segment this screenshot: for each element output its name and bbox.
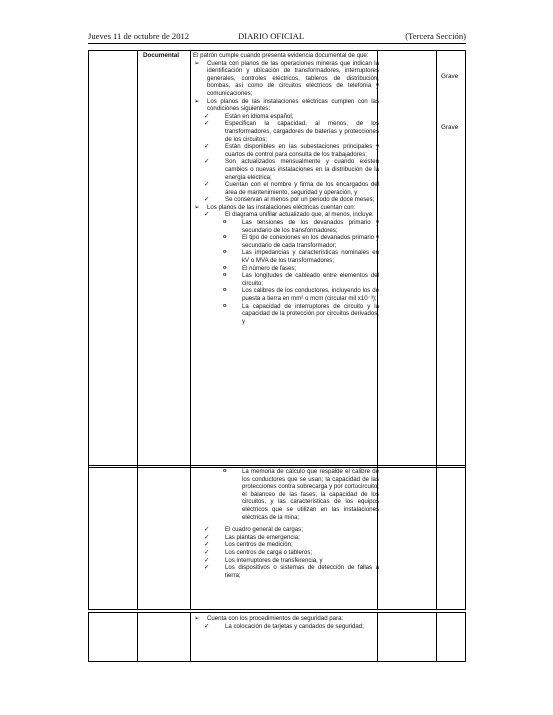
check-icon: ✓ xyxy=(204,211,210,219)
sub-item xyxy=(221,249,379,264)
sub-item-text: La capacidad de interruptores de circuito y la capacidad de la protección por circuitos derivados, y xyxy=(242,302,379,325)
criteria-cell xyxy=(193,52,379,325)
check-item xyxy=(201,211,379,219)
col-divider xyxy=(190,51,191,467)
circle-bullet-icon: o xyxy=(223,468,227,474)
check-item xyxy=(201,549,379,557)
severity-label: Grave xyxy=(441,124,459,131)
sub-item-text: Las longitudes de cableado entre elementos del circuito; xyxy=(242,272,379,287)
arrow-bullet-icon: ➢ xyxy=(194,97,200,105)
circle-bullet-icon: o xyxy=(223,264,227,271)
check-icon: ✓ xyxy=(204,533,210,541)
check-icon: ✓ xyxy=(204,526,210,534)
list-item xyxy=(193,204,379,212)
check-item-text: Cuentan con el nombre y firma de los encargados del área de mantenimiento, seguridad y operación, y xyxy=(225,181,379,196)
list-item-text: Cuenta con planos de las operaciones mineras que indican la identificación y ubicación de transformadores, interruptores generales, controles eléctricos, tableros de distribución, bombas, así como de circuitos eléctricos de telefonía y comunicaciones; xyxy=(207,59,379,97)
arrow-bullet-icon: ➢ xyxy=(194,615,200,622)
col-divider xyxy=(137,466,138,609)
table-row-3 xyxy=(88,612,466,662)
arrow-bullet-icon: ➢ xyxy=(194,203,200,211)
circle-bullet-icon: o xyxy=(223,219,227,226)
criteria-cell xyxy=(193,468,379,579)
check-item-text: El diagrama unifilar actualizado que, al menos, incluye: xyxy=(225,211,374,219)
list-item-text: Los planos de las instalaciones eléctricas cumplen con las condiciones siguientes: xyxy=(207,97,379,113)
circle-bullet-icon: o xyxy=(223,287,227,294)
list-item xyxy=(193,60,379,98)
arrow-bullet-icon: ➢ xyxy=(194,59,200,67)
check-item-text: Se conservan al menos por un periodo de doce meses; xyxy=(225,196,375,204)
check-item xyxy=(201,557,379,565)
table-row-1 xyxy=(88,50,466,468)
check-item xyxy=(201,196,379,204)
check-icon: ✓ xyxy=(204,158,210,166)
circle-bullet-icon: o xyxy=(223,302,227,309)
check-icon: ✓ xyxy=(204,120,210,128)
circle-bullet-icon: o xyxy=(223,249,227,256)
check-item xyxy=(201,143,379,158)
list-item-text: Los planos de las instalaciones eléctricas cuentan con: xyxy=(207,203,356,211)
sub-item xyxy=(221,234,379,249)
check-item-text: Las plantas de emergencia; xyxy=(225,533,300,541)
col-divider xyxy=(436,466,437,609)
header-title: DIARIO OFICIAL xyxy=(238,31,305,41)
check-item xyxy=(201,564,379,579)
sub-item xyxy=(221,272,379,287)
check-item-text: Los centros de carga o tableros; xyxy=(225,548,313,556)
sub-item-text: Las impedancias y características nominales en kV o MVA de los transformadores; xyxy=(242,249,379,265)
severity-label: Grave xyxy=(441,73,459,80)
sub-item-text: Las tensiones de los devanados primario y secundario de los transformadores; xyxy=(242,219,379,234)
evidence-type-label: Documental xyxy=(143,52,180,59)
sub-item-text: El tipo de conexiones en los devanados primario y secundario de cada transformador; xyxy=(242,234,379,249)
sub-item xyxy=(221,468,379,521)
header-date: Jueves 11 de octubre de 2012 xyxy=(88,31,190,41)
col-divider xyxy=(436,613,437,661)
check-icon: ✓ xyxy=(204,196,210,204)
criteria-cell xyxy=(193,615,379,630)
check-icon: ✓ xyxy=(204,541,210,549)
col-divider xyxy=(190,466,191,609)
criteria-intro: El patrón cumple cuando presenta evidencia documental de que: xyxy=(193,52,369,59)
page-header xyxy=(88,31,466,43)
check-icon: ✓ xyxy=(204,143,210,151)
sub-item-text: Los calibres de los conductores, incluyendo los de puesta a tierra en mm² o mcm (circular mil x10⁻³); xyxy=(242,287,379,302)
sub-item xyxy=(221,219,379,234)
check-item-text: Son actualizados mensualmente y cuando existen cambios o nuevas instalaciones en la distribución de la energía eléctrica; xyxy=(225,158,379,181)
check-icon: ✓ xyxy=(204,112,210,120)
check-item xyxy=(201,623,379,631)
sub-item-text: El número de fases; xyxy=(242,264,297,272)
check-icon: ✓ xyxy=(204,181,210,189)
check-item xyxy=(201,120,379,143)
check-item xyxy=(201,113,379,121)
list-item xyxy=(193,98,379,113)
check-item-text: El cuadro general de cargas; xyxy=(225,526,303,534)
check-item xyxy=(201,181,379,196)
check-item xyxy=(201,158,379,181)
check-icon: ✓ xyxy=(204,622,210,630)
check-item-text: Los interruptores de transferencia, y xyxy=(225,556,323,564)
list-item xyxy=(193,615,379,623)
sub-item xyxy=(221,303,379,326)
table-row-2 xyxy=(88,465,466,610)
col-divider xyxy=(137,51,138,467)
header-rule xyxy=(88,43,466,44)
check-item-text: Los centros de medición; xyxy=(225,541,293,549)
list-item-text: Cuenta con los procedimientos de seguridad para: xyxy=(207,615,344,622)
check-item xyxy=(201,541,379,549)
sub-item xyxy=(221,287,379,302)
check-item-text: Los dispositivos o sistemas de detección de fallas a tierra; xyxy=(225,564,379,579)
check-item-text: Están en idioma español; xyxy=(225,112,294,120)
col-divider xyxy=(137,613,138,661)
check-item xyxy=(201,526,379,534)
check-item-text: Están disponibles en las subestaciones principales y cuartos de control para consulta de los trabajadores; xyxy=(225,143,379,158)
circle-bullet-icon: o xyxy=(223,234,227,241)
header-section: (Tercera Sección) xyxy=(405,31,466,41)
circle-bullet-icon: o xyxy=(223,272,227,279)
check-item-text: Especifican la capacidad, al menos, de los transformadores, cargadores de baterías y protecciones de los circuitos; xyxy=(225,120,379,143)
col-divider xyxy=(436,51,437,467)
check-item xyxy=(201,534,379,542)
check-icon: ✓ xyxy=(204,556,210,564)
col-divider xyxy=(190,613,191,661)
sub-item xyxy=(221,265,379,273)
check-item-text: La colocación de tarjetas y candados de seguridad; xyxy=(225,622,364,630)
sub-item-text: La memoria de cálculo que respalde el calibre de los conductores que se usan; la capacidad de las protecciones contra sobrecarga y por cortocircuito; el balanceo de las fases; la capacidad de los circuitos, y las características de los equipos eléctricos que se utilizan en las instalaciones eléctricas de la mina; xyxy=(242,468,379,521)
check-icon: ✓ xyxy=(204,564,210,572)
check-icon: ✓ xyxy=(204,548,210,556)
